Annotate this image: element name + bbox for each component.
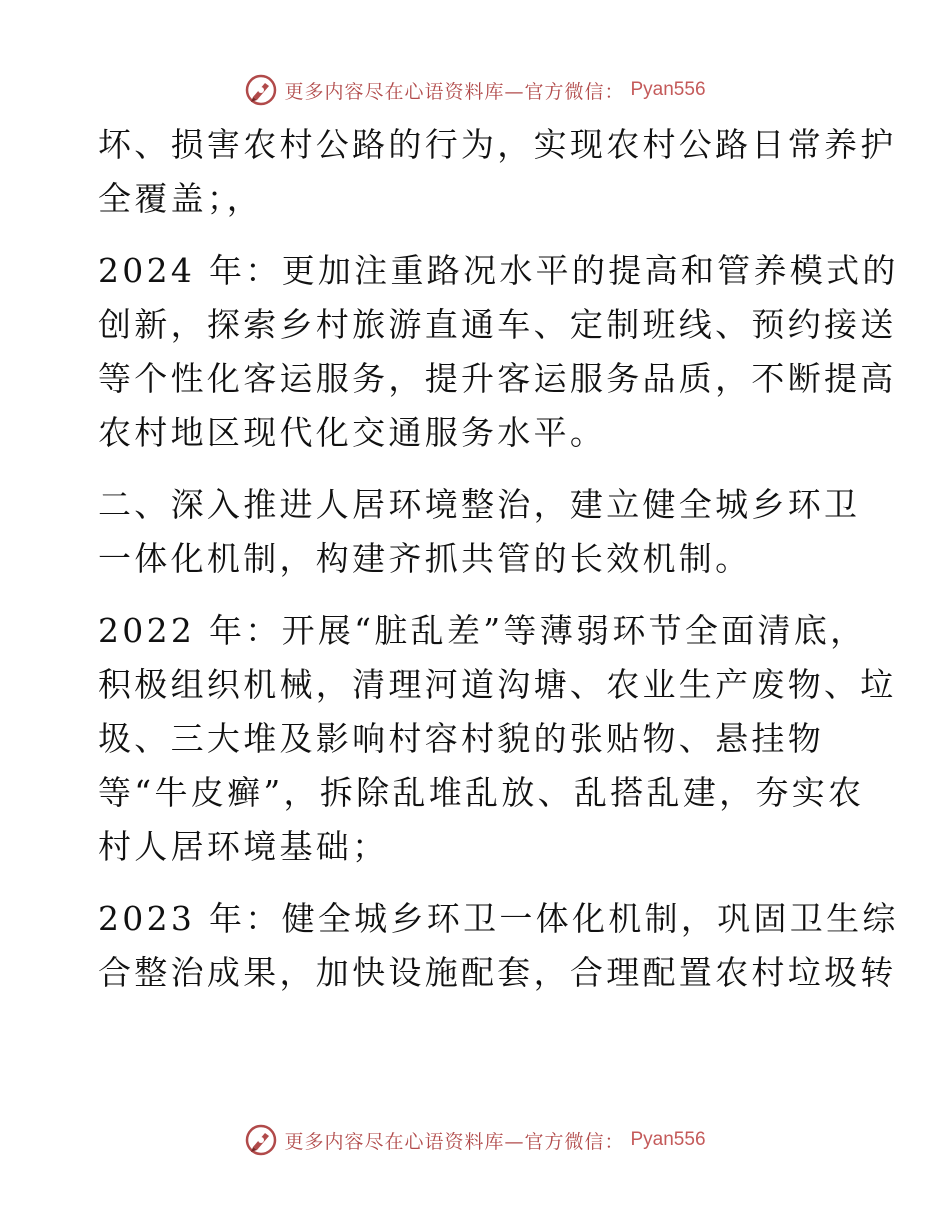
- text-line: 等“牛皮癣”，拆除乱堆乱放、乱搭乱建，夯实农: [98, 773, 865, 812]
- footer-watermark: [0, 1120, 950, 1160]
- text-line: 农村地区现代化交通服务水平。: [98, 413, 607, 452]
- watermark-text: 更多内容尽在心语资料库—官方微信：: [284, 80, 625, 103]
- text-line: 二、深入推进人居环境整治，建立健全城乡环卫: [98, 485, 861, 524]
- text-line: 坏、损害农村公路的行为，实现农村公路日常养护: [98, 125, 897, 164]
- watermark-account: Pyan556: [630, 1129, 706, 1150]
- paragraph-road-maintenance: [98, 118, 897, 226]
- text-line: 等个性化客运服务，提升客运服务品质，不断提高: [98, 359, 897, 398]
- text-line: 创新，探索乡村旅游直通车、定制班线、预约接送: [98, 305, 897, 344]
- paragraph-2022-cleanup: [98, 604, 897, 874]
- text-line: 积极组织机械，清理河道沟塘、农业生产废物、垃: [98, 665, 897, 704]
- paragraph-2024-transport: [98, 244, 899, 460]
- pen-logo-icon: [244, 1123, 278, 1157]
- text-line: 2022 年：开展“脏乱差”等薄弱环节全面清底，: [98, 611, 867, 650]
- pen-logo-icon: [244, 73, 278, 107]
- text-line: 全覆盖；，: [98, 179, 263, 218]
- watermark-account: Pyan556: [630, 79, 706, 100]
- text-line: 2023 年：健全城乡环卫一体化机制，巩固卫生综: [98, 899, 899, 938]
- text-line: 村人居环境基础；: [98, 827, 389, 866]
- header-watermark: [0, 70, 950, 110]
- text-line: 一体化机制，构建齐抓共管的长效机制。: [98, 539, 752, 578]
- paragraph-2023-sanitation: [98, 892, 899, 1000]
- section-heading-environment: [98, 478, 861, 586]
- text-line: 圾、三大堆及影响村容村貌的张贴物、悬挂物: [98, 719, 824, 758]
- document-body: [98, 118, 899, 1018]
- watermark-text: 更多内容尽在心语资料库—官方微信：: [284, 1130, 625, 1153]
- text-line: 2024 年：更加注重路况水平的提高和管养模式的: [98, 251, 899, 290]
- text-line: 合整治成果，加快设施配套，合理配置农村垃圾转: [98, 953, 897, 992]
